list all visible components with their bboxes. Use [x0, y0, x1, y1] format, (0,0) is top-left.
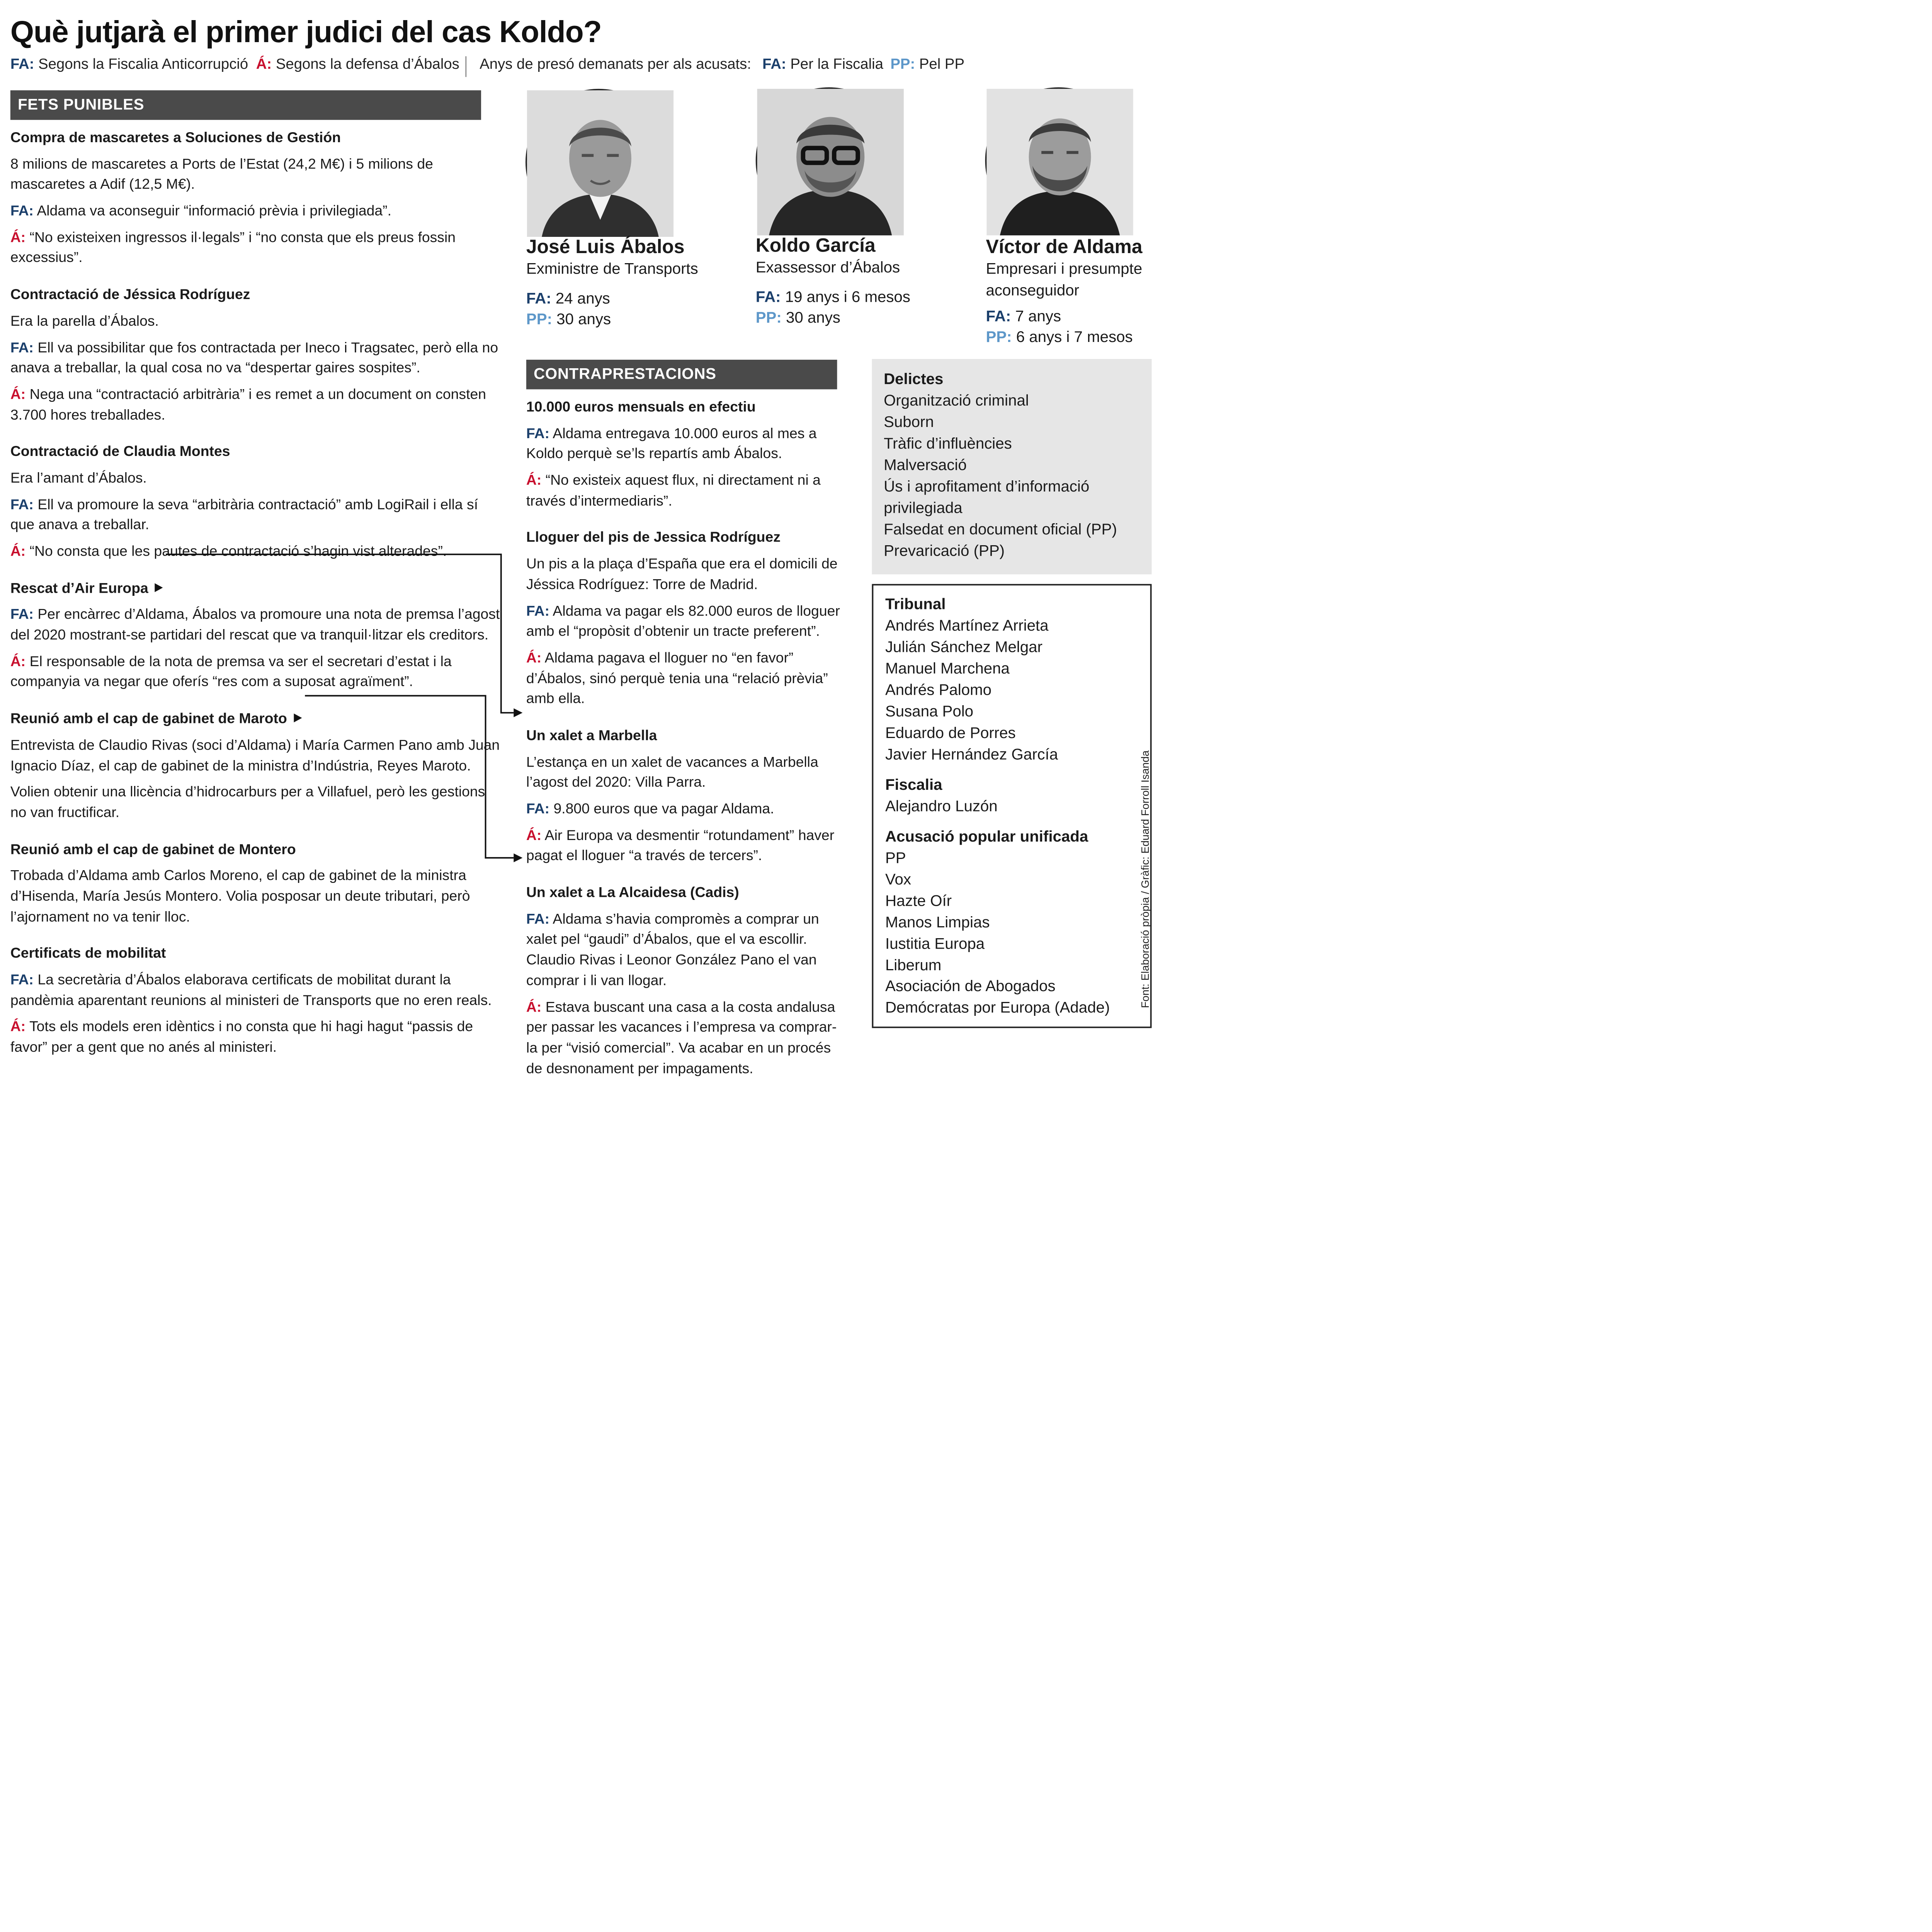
- contra-fiscalia-text: Aldama s’havia compromès a comprar un xalet pel “gaudi” d’Ábalos, que el va escollir. Claudio Rivas i Leonor González Pano el van comprar i li van llogar.: [526, 911, 819, 989]
- person-years-fa: [986, 306, 1156, 327]
- fa-key: FA:: [526, 911, 550, 927]
- pp-key: PP:: [986, 328, 1012, 345]
- fa-key: FA:: [10, 202, 34, 219]
- fet-defensa-text: El responsable de la nota de premsa va ser el secretari d’estat i la companyia va negar que oferís “res com a suposat agraïment”.: [10, 653, 452, 690]
- fa-key: FA:: [10, 972, 34, 988]
- contra-description: L’estança en un xalet de vacances a Marbella l’agost del 2020: Villa Parra.: [526, 754, 818, 791]
- fet-title-maroto: [10, 709, 505, 730]
- delicte-item: Suborn: [884, 413, 934, 431]
- fet-description-2: Volien obtenir una llicència d’hidrocarburs per a Villafuel, però les gestions no van fructificar.: [10, 784, 485, 821]
- delictes-box: [872, 359, 1151, 574]
- person-role: Exministre de Transports: [526, 260, 698, 278]
- contra-title: Lloguer del pis de Jessica Rodríguez: [526, 529, 781, 546]
- contra-title-alcaidesa: Un xalet a La Alcaidesa (Cadis): [526, 884, 739, 901]
- a-key: Á:: [10, 653, 26, 670]
- tribunal-member: Manuel Marchena: [885, 660, 1010, 677]
- arrow-right-icon: [155, 583, 163, 592]
- fet-description: Era la parella d’Ábalos.: [10, 313, 159, 330]
- arrow-right-icon: [514, 708, 522, 717]
- person-years-fa: [526, 289, 698, 310]
- person-years-pp: [756, 308, 910, 328]
- legend-fa-key: FA:: [10, 56, 34, 73]
- fet-description: Trobada d’Aldama amb Carlos Moreno, el cap de gabinet de la ministra d’Hisenda, María Jesús Montero. Volia posposar un deute tributari, però l’ajornament no va tenir lloc.: [10, 867, 470, 925]
- acusacio-item: Asociación de Abogados Demócratas por Europa (Adade): [885, 978, 1110, 1017]
- legend-fa2-text: Per la Fiscalia: [790, 56, 883, 73]
- contra-defensa-text: “No existeix aquest flux, ni directament ni a través d’intermediaris”.: [526, 472, 821, 509]
- fet-fiscalia: [10, 605, 505, 646]
- legend-fa2-key: FA:: [762, 56, 786, 73]
- fiscal-name: Alejandro Luzón: [885, 798, 998, 815]
- legend-a-key: Á:: [256, 56, 272, 73]
- fet-fiscalia: [10, 338, 505, 379]
- page-title: Què jutjarà el primer judici del cas Koldo?: [10, 15, 602, 49]
- fet-title: Contractació de Jéssica Rodríguez: [10, 286, 250, 303]
- fa-key: FA:: [755, 289, 781, 306]
- contra-defensa-text: Air Europa va desmentir “rotundament” haver pagat el lloguer “a través de tercers”.: [526, 827, 835, 864]
- a-key: Á:: [526, 472, 542, 489]
- legend-fa-text: Segons la Fiscalia Anticorrupció: [38, 56, 248, 73]
- tribunal-member: Eduardo de Porres: [885, 724, 1016, 742]
- fet-title: Certificats de mobilitat: [10, 945, 166, 962]
- legend-years: [480, 56, 751, 73]
- acusacio-item: Vox: [885, 871, 912, 888]
- fets-list: [10, 128, 505, 1064]
- legend-pp-key: PP:: [890, 56, 915, 73]
- contra-fiscalia-text: 9.800 euros que va pagar Aldama.: [553, 801, 774, 817]
- acusacio-item: Iustitia Europa: [885, 935, 985, 952]
- contra-list: [526, 398, 845, 1085]
- contra-defensa-text: Aldama pagava el lloguer no “en favor” d’Ábalos, sinó perquè tenia una “relació prèvia” amb ella.: [526, 650, 828, 707]
- years-pp-value: 30 anys: [786, 310, 840, 327]
- acusacio-title: Acusació popular unificada: [885, 828, 1088, 845]
- fet-defensa: [10, 542, 505, 562]
- tribunal-member: Andrés Palomo: [885, 681, 992, 699]
- fet-fiscalia-text: La secretària d’Ábalos elaborava certificats de mobilitat durant la pandèmia aparentant reunions al ministeri de Transports que no eren reals.: [10, 972, 492, 1009]
- fet-title: Compra de mascaretes a Soluciones de Gestión: [10, 129, 341, 146]
- years-fa-value: 19 anys i 6 mesos: [785, 289, 910, 306]
- person-name: Koldo García: [755, 234, 876, 256]
- fet-defensa: [10, 385, 505, 426]
- fa-key: FA:: [986, 308, 1011, 325]
- person-card-aldama: [986, 235, 1156, 347]
- fiscalia-title: Fiscalia: [885, 776, 942, 793]
- fet-fiscalia: [10, 201, 505, 222]
- contra-section-bar: CONTRAPRESTACIONS: [526, 360, 837, 389]
- acusacio-item: PP: [885, 849, 906, 867]
- fet-description: 8 milions de mascaretes a Ports de l’Estat (24,2 M€) i 5 milions de mascaretes a Adif (12,5 M€).: [10, 156, 433, 193]
- legend-fa2: [762, 56, 883, 73]
- legend-pp-text: Pel PP: [919, 56, 965, 73]
- legend-years-text: Anys de presó demanats per als acusats:: [480, 56, 751, 73]
- fet-title: Reunió amb el cap de gabinet de Montero: [10, 841, 296, 858]
- fa-key: FA:: [10, 496, 34, 513]
- tribunal-box: [872, 584, 1151, 1028]
- fet-defensa-text: “No existeixen ingressos il·legals” i “no consta que els preus fossin excessius”.: [10, 229, 456, 266]
- years-fa-value: 7 anys: [1015, 308, 1061, 325]
- contra-fiscalia-text: Aldama entregava 10.000 euros al mes a Koldo perquè se’ls repartís amb Ábalos.: [526, 425, 817, 462]
- acusacio-item: Hazte Oír: [885, 892, 952, 910]
- pp-key: PP:: [526, 311, 552, 328]
- a-key: Á:: [10, 1019, 26, 1035]
- tribunal-member: Andrés Martínez Arrieta: [885, 617, 1049, 634]
- fa-key: FA:: [526, 425, 550, 442]
- fet-defensa-text: Tots els models eren idèntics i no consta que hi hagi hagut “passis de favor” per a gent que no anés al ministeri.: [10, 1019, 473, 1056]
- a-key: Á:: [10, 543, 26, 560]
- fet-title-text: Reunió amb el cap de gabinet de Maroto: [10, 711, 287, 727]
- fet-defensa-text: Nega una “contractació arbitrària” i es remet a un document on consten 3.700 hores treballades.: [10, 386, 486, 423]
- fa-key: FA:: [10, 606, 34, 623]
- contra-defensa-text: Estava buscant una casa a la costa andalusa per passar les vacances i l’empresa va comprar-la per “visió comercial”. Va acabar en un procés de desnonament per impagaments.: [526, 998, 837, 1077]
- a-key: Á:: [10, 229, 26, 246]
- acusacio-item: Manos Limpias: [885, 913, 990, 931]
- fa-key: FA:: [526, 290, 551, 308]
- delictes-title: Delictes: [884, 371, 944, 388]
- legend-pp: [890, 56, 964, 73]
- portrait-aldama-icon: [985, 87, 1132, 234]
- fet-description: Era l’amant d’Ábalos.: [10, 470, 147, 486]
- fa-key: FA:: [10, 339, 34, 356]
- portrait-abalos-icon: [526, 89, 672, 235]
- delicte-item: Prevaricació (PP): [884, 542, 1005, 560]
- a-key: Á:: [526, 827, 542, 844]
- delicte-item: Organització criminal: [884, 392, 1029, 410]
- fet-title-air-europa: [10, 578, 505, 599]
- contra-fiscalia-text: Aldama va pagar els 82.000 euros de lloguer amb el “propòsit d’obtenir un tracte preferent”.: [526, 603, 840, 640]
- source-credit: Font: Elaboració pròpia / Gràfic: Eduard Forroll Isanda: [1139, 750, 1152, 1008]
- arrow-right-icon: [514, 854, 522, 862]
- person-card-abalos: [526, 235, 698, 330]
- fet-fiscalia-text: Aldama va aconseguir “informació prèvia i privilegiada”.: [37, 202, 391, 219]
- contra-title-marbella: Un xalet a Marbella: [526, 727, 657, 744]
- years-pp-value: 30 anys: [556, 311, 611, 328]
- a-key: Á:: [526, 650, 542, 666]
- contra-fiscalia: [526, 601, 845, 642]
- person-name: Víctor de Aldama: [986, 235, 1143, 258]
- delicte-item: Falsedat en document oficial (PP): [884, 521, 1117, 538]
- fet-fiscalia: [10, 970, 505, 1011]
- legend-a-text: Segons la defensa d’Ábalos: [276, 56, 459, 73]
- fet-fiscalia-text: Ell va possibilitar que fos contractada per Ineco i Tragsatec, però ella no anava a treballar, la qual cosa no va “despertar gaires sospites”.: [10, 339, 498, 376]
- fets-section-bar: FETS PUNIBLES: [10, 90, 481, 120]
- fa-key: FA:: [526, 801, 550, 817]
- portrait-koldo-icon: [756, 87, 902, 234]
- contra-fiscalia: [526, 424, 845, 465]
- acusacio-item: Liberum: [885, 956, 942, 974]
- fet-fiscalia-text: Ell va promoure la seva “arbitrària contractació” amb LogiRail i ella sí que anava a treballar.: [10, 496, 478, 533]
- legend-a: [256, 56, 459, 73]
- delicte-item: Malversació: [884, 456, 967, 474]
- person-role: Empresari i presumpte aconseguidor: [986, 260, 1143, 299]
- contra-defensa: [526, 826, 845, 867]
- fet-fiscalia: [10, 495, 505, 536]
- person-years-fa: [756, 287, 910, 308]
- pp-key: PP:: [755, 310, 782, 327]
- a-key: Á:: [526, 998, 542, 1015]
- contra-defensa: [526, 648, 845, 710]
- tribunal-member: Susana Polo: [885, 703, 974, 720]
- contra-description: Un pis a la plaça d’España que era el domicili de Jéssica Rodríguez: Torre de Madrid.: [526, 556, 838, 593]
- a-key: Á:: [10, 386, 26, 403]
- contra-defensa: [526, 471, 845, 512]
- years-pp-value: 6 anys i 7 mesos: [1016, 328, 1133, 345]
- fa-key: FA:: [526, 603, 550, 619]
- fet-defensa-text: “No consta que les pautes de contractació s’hagin vist alterades”.: [29, 543, 447, 560]
- contra-defensa: [526, 997, 845, 1079]
- fet-defensa: [10, 1017, 505, 1058]
- person-years-pp: [526, 310, 698, 330]
- person-card-koldo: [756, 234, 910, 329]
- arrow-right-icon: [294, 714, 302, 723]
- fet-title: Contractació de Claudia Montes: [10, 443, 230, 460]
- tribunal-title: Tribunal: [885, 595, 946, 613]
- person-role: Exassessor d’Ábalos: [755, 259, 900, 276]
- contra-fiscalia: [526, 910, 845, 992]
- fet-title-text: Rescat d’Air Europa: [10, 580, 148, 597]
- legend-fa: [10, 56, 248, 73]
- delicte-item: Ús i aprofitament d’informació privilegiada: [884, 478, 1090, 517]
- fet-fiscalia-text: Per encàrrec d’Aldama, Ábalos va promoure una nota de premsa l’agost del 2020 mostrant-se partidari del rescat que va tranquil·litzar els creditors.: [10, 606, 500, 643]
- fet-description: Entrevista de Claudio Rivas (soci d’Aldama) i María Carmen Pano amb Juan Ignacio Díaz, el cap de gabinet de la ministra d’Indústria, Reyes Maroto.: [10, 737, 500, 774]
- fet-defensa: [10, 652, 505, 693]
- person-name: José Luis Ábalos: [526, 235, 685, 258]
- contra-title: 10.000 euros mensuals en efectiu: [526, 399, 756, 415]
- tribunal-member: Javier Hernández García: [885, 746, 1058, 763]
- years-fa-value: 24 anys: [555, 290, 610, 308]
- tribunal-member: Julián Sánchez Melgar: [885, 638, 1043, 656]
- fet-defensa: [10, 228, 505, 269]
- delicte-item: Tràfic d’influències: [884, 435, 1012, 452]
- contra-fiscalia: [526, 799, 845, 820]
- person-years-pp: [986, 327, 1156, 347]
